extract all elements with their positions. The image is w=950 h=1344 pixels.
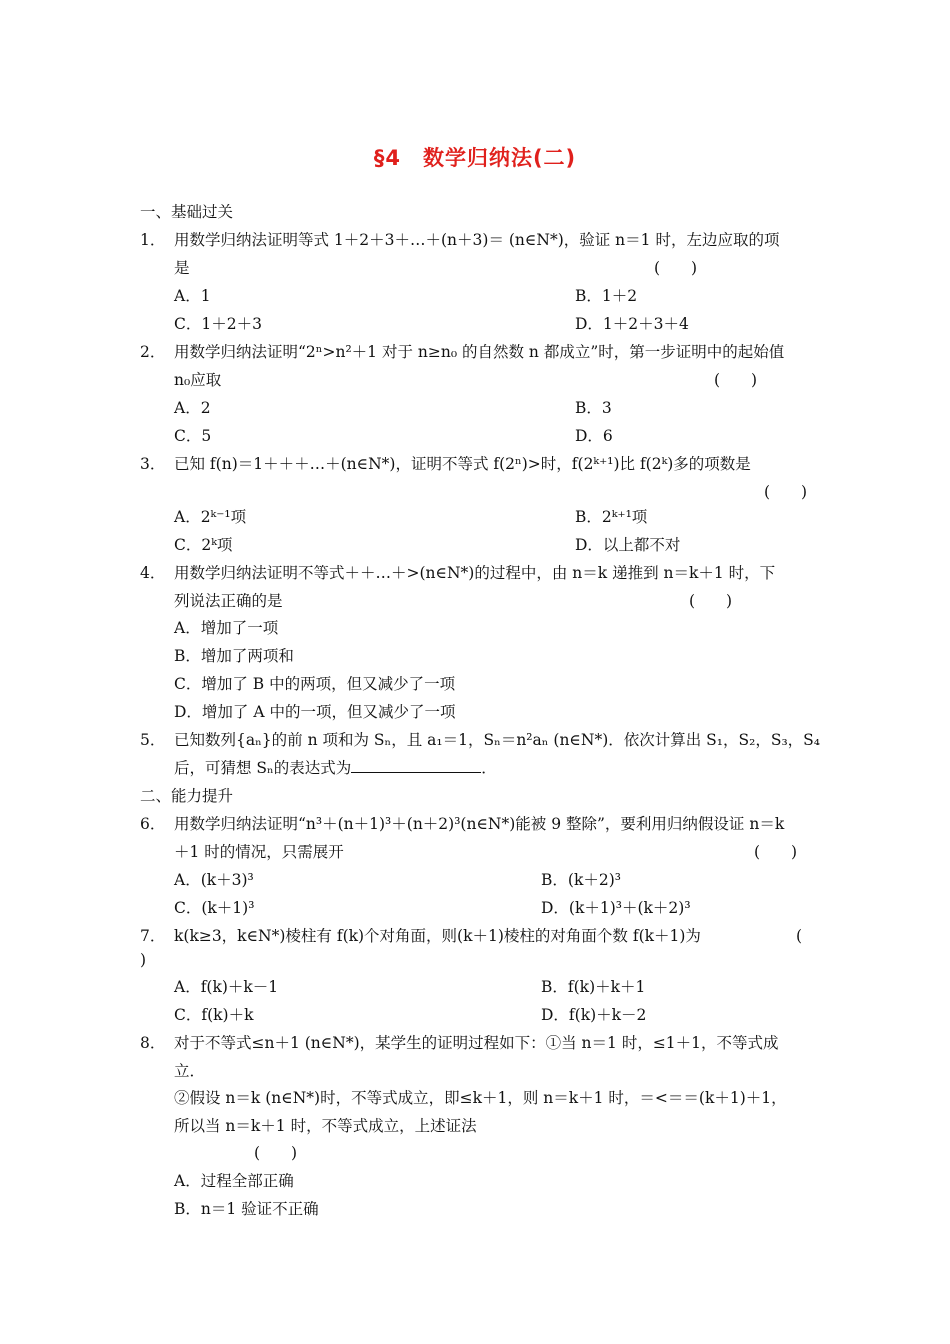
answer-paren: ( ) <box>689 592 733 610</box>
question-5-prompt: 后，可猜想 Sₙ的表达式为 <box>174 759 352 777</box>
question-8-step-2-cont: 所以当 n＝k＋1 时，不等式成立，上述证法 <box>174 1117 477 1135</box>
answer-paren-open: ( <box>796 927 803 945</box>
question-number: 2． <box>140 343 166 361</box>
question-number: 8． <box>140 1034 166 1052</box>
question-number: 7． <box>140 927 166 945</box>
question-number: 6． <box>140 815 166 833</box>
question-4-text-cont: 列说法正确的是 <box>174 592 283 610</box>
option-a: A．增加了一项 <box>174 619 279 637</box>
option-a: A．2ᵏ⁻¹项 <box>174 508 247 526</box>
question-5-text-cont <box>174 758 497 778</box>
question-number: 4． <box>140 564 166 582</box>
answer-paren-close: ) <box>140 951 147 969</box>
question-number: 1． <box>140 231 166 249</box>
section-heading-advanced: 二、能力提升 <box>140 787 234 805</box>
question-6-text: 用数学归纳法证明“n³＋(n＋1)³＋(n＋2)³(n∈N*)能被 9 整除”，要利用归纳假设证 n＝k <box>174 815 785 833</box>
option-d: D．6 <box>575 427 613 445</box>
option-b: B．3 <box>575 399 612 417</box>
answer-paren: ( ) <box>714 371 758 389</box>
question-number: 5． <box>140 731 166 749</box>
option-c: C．(k＋1)³ <box>174 899 255 917</box>
question-1-text: 用数学归纳法证明等式 1＋2＋3＋…＋(n＋3)＝ (n∈N*)，验证 n＝1 时，左边应取的项 <box>174 231 780 249</box>
option-b: B．2ᵏ⁺¹项 <box>575 508 648 526</box>
question-4-text: 用数学归纳法证明不等式＋＋…＋>(n∈N*)的过程中，由 n＝k 递推到 n＝k＋1 时，下 <box>174 564 776 582</box>
option-c: C．5 <box>174 427 212 445</box>
question-8-text: 对于不等式≤n＋1 (n∈N*)，某学生的证明过程如下：①当 n＝1 时，≤1＋1，不等式成 <box>174 1034 779 1052</box>
answer-paren: ( ) <box>254 1144 298 1162</box>
option-a: A．过程全部正确 <box>174 1172 294 1190</box>
question-2-text-cont: n₀应取 <box>174 371 222 389</box>
question-1-text-cont: 是 <box>174 259 190 277</box>
option-d: D．1＋2＋3＋4 <box>575 315 689 333</box>
option-a: A．(k＋3)³ <box>174 871 254 889</box>
answer-paren: ( ) <box>754 843 798 861</box>
option-b: B．1＋2 <box>575 287 638 305</box>
page-title: §4 数学归纳法(二) <box>373 146 577 170</box>
option-c: C．增加了 B 中的两项，但又减少了一项 <box>174 675 456 693</box>
option-a: A．2 <box>174 399 211 417</box>
question-8-step-2: ②假设 n＝k (n∈N*)时，不等式成立，即≤k＋1，则 n＝k＋1 时，＝<＝＝(k＋1)＋1， <box>174 1089 787 1107</box>
option-a: A．f(k)＋k－1 <box>174 978 279 996</box>
option-a: A．1 <box>174 287 211 305</box>
question-8-text-cont: 立． <box>174 1062 206 1080</box>
question-2-text: 用数学归纳法证明“2ⁿ>n²＋1 对于 n≥n₀ 的自然数 n 都成立”时，第一步证明中的起始值 <box>174 343 785 361</box>
option-d: D．以上都不对 <box>575 536 681 554</box>
question-5-end: ． <box>481 759 497 777</box>
answer-blank[interactable] <box>351 758 481 773</box>
answer-paren: ( ) <box>654 259 698 277</box>
question-number: 3． <box>140 455 166 473</box>
question-6-text-cont: ＋1 时的情况，只需展开 <box>174 843 344 861</box>
option-b: B．增加了两项和 <box>174 647 294 665</box>
option-c: C．1＋2＋3 <box>174 315 262 333</box>
question-5-text: 已知数列{aₙ}的前 n 项和为 Sₙ，且 a₁＝1，Sₙ＝n²aₙ (n∈N*)．依次计算出 S₁，S₂，S₃，S₄ <box>174 731 821 749</box>
answer-paren: ( ) <box>764 483 808 501</box>
option-d: D．(k＋1)³＋(k＋2)³ <box>541 899 691 917</box>
option-c: C．f(k)＋k <box>174 1006 254 1024</box>
option-d: D．增加了 A 中的一项，但又减少了一项 <box>174 703 456 721</box>
option-d: D．f(k)＋k－2 <box>541 1006 647 1024</box>
option-c: C．2ᵏ项 <box>174 536 233 554</box>
option-b: B．f(k)＋k＋1 <box>541 978 646 996</box>
section-heading-basic: 一、基础过关 <box>140 203 234 221</box>
question-3-text: 已知 f(n)＝1＋＋＋…＋(n∈N*)，证明不等式 f(2ⁿ)>时，f(2ᵏ⁺¹)比 f(2ᵏ)多的项数是 <box>174 455 751 473</box>
question-7-text: k(k≥3，k∈N*)棱柱有 f(k)个对角面，则(k＋1)棱柱的对角面个数 f(k＋1)为 <box>174 927 701 945</box>
option-b: B．n＝1 验证不正确 <box>174 1200 319 1218</box>
option-b: B．(k＋2)³ <box>541 871 621 889</box>
